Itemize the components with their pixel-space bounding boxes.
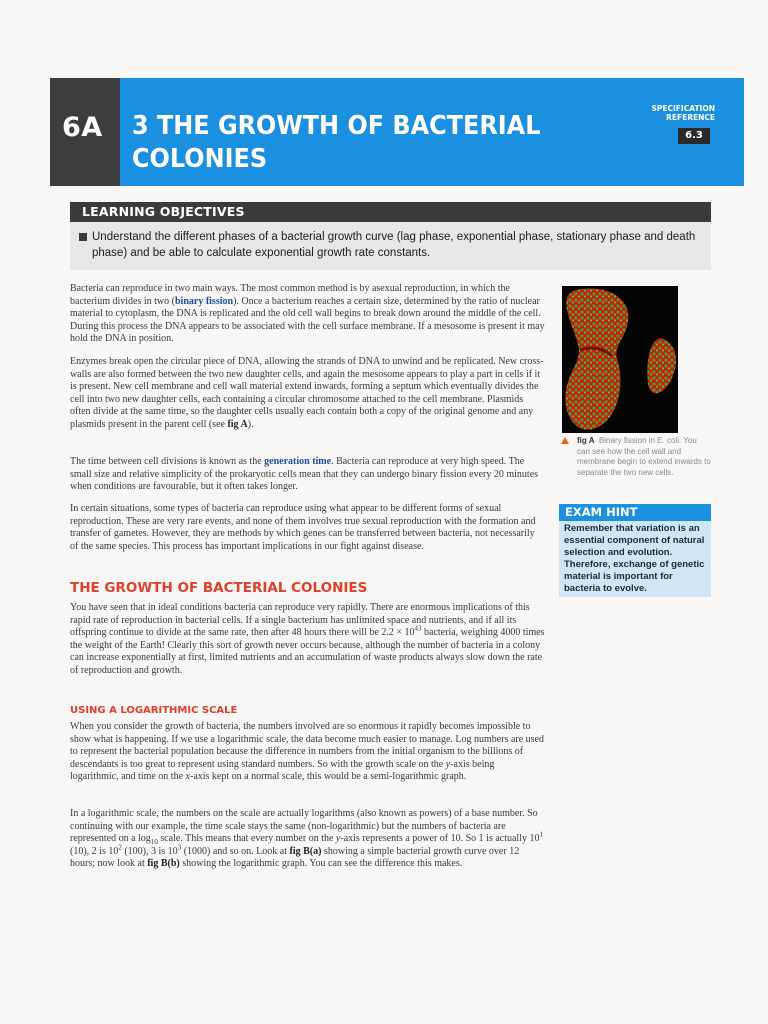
page-title-line-2: COLONIES bbox=[132, 144, 268, 174]
learning-objective-item: Understand the different phases of a bacterial growth curve (lag phase, exponential phase, stationary phase and death phase) and be able to calculate exponential growth rate constants. bbox=[92, 231, 696, 259]
text-run: When you consider the growth of bacteria, the numbers involved are so enormous it rapidly becomes impossible to show what is happening. If we use a logarithmic scale, the data become much easier to manage. Log numbers are used to represent the bacterial population because the difference in numbers from the initial organism to the billions of descendants is too great to represent using standard numbers. So with the growth scale on the bbox=[70, 721, 545, 770]
figure-reference: fig A bbox=[227, 418, 248, 430]
key-term-generation-time: generation time bbox=[264, 456, 332, 467]
learning-objectives-box bbox=[70, 222, 711, 270]
binary-fission-illustration bbox=[562, 286, 678, 433]
section-code-block bbox=[50, 78, 120, 186]
specification-reference-label bbox=[640, 104, 715, 122]
body-paragraph-1 bbox=[70, 283, 545, 346]
italic-var: y bbox=[335, 833, 341, 844]
body-paragraph-4: In certain situations, some types of bacteria can reproduce using what appear to be different forms of sexual reproduction. These are very rare events, and none of them involves true sexual reproduction with the formation and transfer of gametes. However, they are methods by which genes can be transferred between bacteria, not necessarily of the same species. This process has important implications in our fight against disease. bbox=[70, 503, 536, 552]
section-code: 6A bbox=[62, 112, 103, 143]
exam-hint-heading: EXAM HINT bbox=[565, 505, 638, 519]
text-run: (100), 3 is 10 bbox=[121, 845, 178, 857]
page-title bbox=[132, 110, 555, 176]
text-run: In a logarithmic scale, the numbers on the scale are actually logarithms (also known as powers) of a base number. So continuing with our example, the time scale stays the same (non-logarithmic) but the numbers of bacteria are represented on a log bbox=[70, 808, 538, 844]
text-run: showing a simple bacterial growth curve over 12 hours; now look at bbox=[70, 845, 520, 869]
spec-label-line-1: SPECIFICATION bbox=[651, 104, 715, 113]
text-run: showing the logarithmic graph. You can see the difference this makes. bbox=[179, 858, 463, 869]
learning-objectives-header bbox=[70, 202, 711, 222]
growth-paragraph-1 bbox=[70, 602, 545, 677]
body-paragraph-2 bbox=[70, 356, 545, 431]
exponent: 43 bbox=[414, 624, 422, 633]
text-run: -axis being logarithmic, and time on the bbox=[70, 758, 495, 782]
page-title-line-1: 3 THE GROWTH OF BACTERIAL bbox=[132, 111, 541, 141]
exam-hint-text: Remember that variation is an essential component of natural selection and evolution. Therefore, exchange of genetic material is important for bacteria to evolve. bbox=[564, 523, 705, 594]
text-run: ). bbox=[247, 418, 254, 430]
exam-hint-box bbox=[559, 521, 711, 597]
spec-label-line-2: REFERENCE bbox=[666, 113, 715, 122]
figure-reference: fig B(b) bbox=[147, 858, 180, 869]
italic-var: x bbox=[185, 771, 190, 782]
text-run: bacteria, weighing 4000 times the weight of the Earth! Clearly this sort of growth never occurs because, although the number of bacteria in a colony can increase exponentially at first, limited nutrients and an accumulation of waste products always slow down the rate of reproduction and growth. bbox=[70, 627, 545, 676]
figure-reference: fig B(a) bbox=[289, 845, 322, 857]
triangle-marker-icon bbox=[561, 437, 569, 444]
text-run: -axis kept on a normal scale, this would be a semi-logarithmic graph. bbox=[189, 771, 467, 782]
figure-caption-text: Binary fission in E. coli. You can see how the cell wall and membrane begin to extend inwards to separate the two new cells. bbox=[577, 436, 711, 477]
text-run: Bacteria can reproduce in two main ways. The most common method is by asexual reproduction, in which the bacterium divides in two ( bbox=[70, 283, 510, 307]
text-run: (1000) and so on. Look at bbox=[181, 845, 290, 857]
square-bullet-icon bbox=[79, 233, 87, 241]
text-run: ). Once a bacterium reaches a certain size, determined by the ratio of nuclear material to cytoplasm, the DNA is replicated and the old cell wall begins to break down around the middle of the cell. During this process the DNA appears to be associated with the cell surface membrane. If a mesosome is present it may hold the DNA in position. bbox=[70, 295, 545, 344]
body-paragraph-3 bbox=[70, 456, 545, 494]
exam-hint-header bbox=[559, 504, 711, 521]
text-run: . Bacteria can reproduce at very high speed. The small size and relative simplicity of the prokaryotic cells mean that they can undergo binary fission every 20 minutes when conditions are favourable, but it often takes longer. bbox=[70, 456, 539, 492]
learning-objectives-heading: LEARNING OBJECTIVES bbox=[82, 204, 245, 219]
text-run: Enzymes break open the circular piece of DNA, allowing the strands of DNA to unwind and be replicated. New cross-walls are also formed between the two new daughter cells, and again the mesosome appears to play a part in cells if it is present. New cell membrane and cell wall material extend inwards, forming a septum which eventually divides the cell into two new daughter cells, each containing a circular chromosome attached to the cell membrane. Plasmids often divide at the same time, so the daughter cells usually each contain both a copy of the original genome and any plasmids present in the parent cell (see bbox=[70, 356, 544, 430]
exponent: 2 bbox=[118, 843, 122, 852]
figure-label: fig A bbox=[577, 436, 595, 445]
subscript: 10 bbox=[150, 838, 158, 846]
exponent: 1 bbox=[539, 830, 543, 839]
bacteria-micrograph-image bbox=[562, 286, 678, 433]
subsection-heading-log-scale: USING A LOGARITHMIC SCALE bbox=[70, 705, 238, 716]
text-run: You have seen that in ideal conditions bacteria can reproduce very rapidly. There are enormous implications of this rapid rate of reproduction in bacterial cells. If a single bacterium has unlimited space and nutrients, and if all its offspring continue to divide at the same rate, then after 48 hours there will be 2.2 × 10 bbox=[70, 602, 530, 638]
text-run: scale. This means that every number on the bbox=[157, 833, 336, 844]
figure-a-caption bbox=[561, 436, 711, 478]
exponent: 3 bbox=[177, 843, 182, 852]
text-run: The time between cell divisions is known as the bbox=[70, 456, 265, 467]
specification-reference-number: 6.3 bbox=[678, 128, 710, 144]
text-run: (10), 2 is 10 bbox=[70, 845, 119, 857]
section-heading-growth: THE GROWTH OF BACTERIAL COLONIES bbox=[70, 580, 368, 596]
key-term-binary-fission: binary fission bbox=[174, 295, 234, 307]
log-paragraph-2 bbox=[70, 808, 545, 871]
text-run: -axis represents a power of 10. So 1 is actually 10 bbox=[340, 833, 540, 844]
log-paragraph-1 bbox=[70, 721, 545, 784]
italic-var: y bbox=[445, 758, 451, 770]
